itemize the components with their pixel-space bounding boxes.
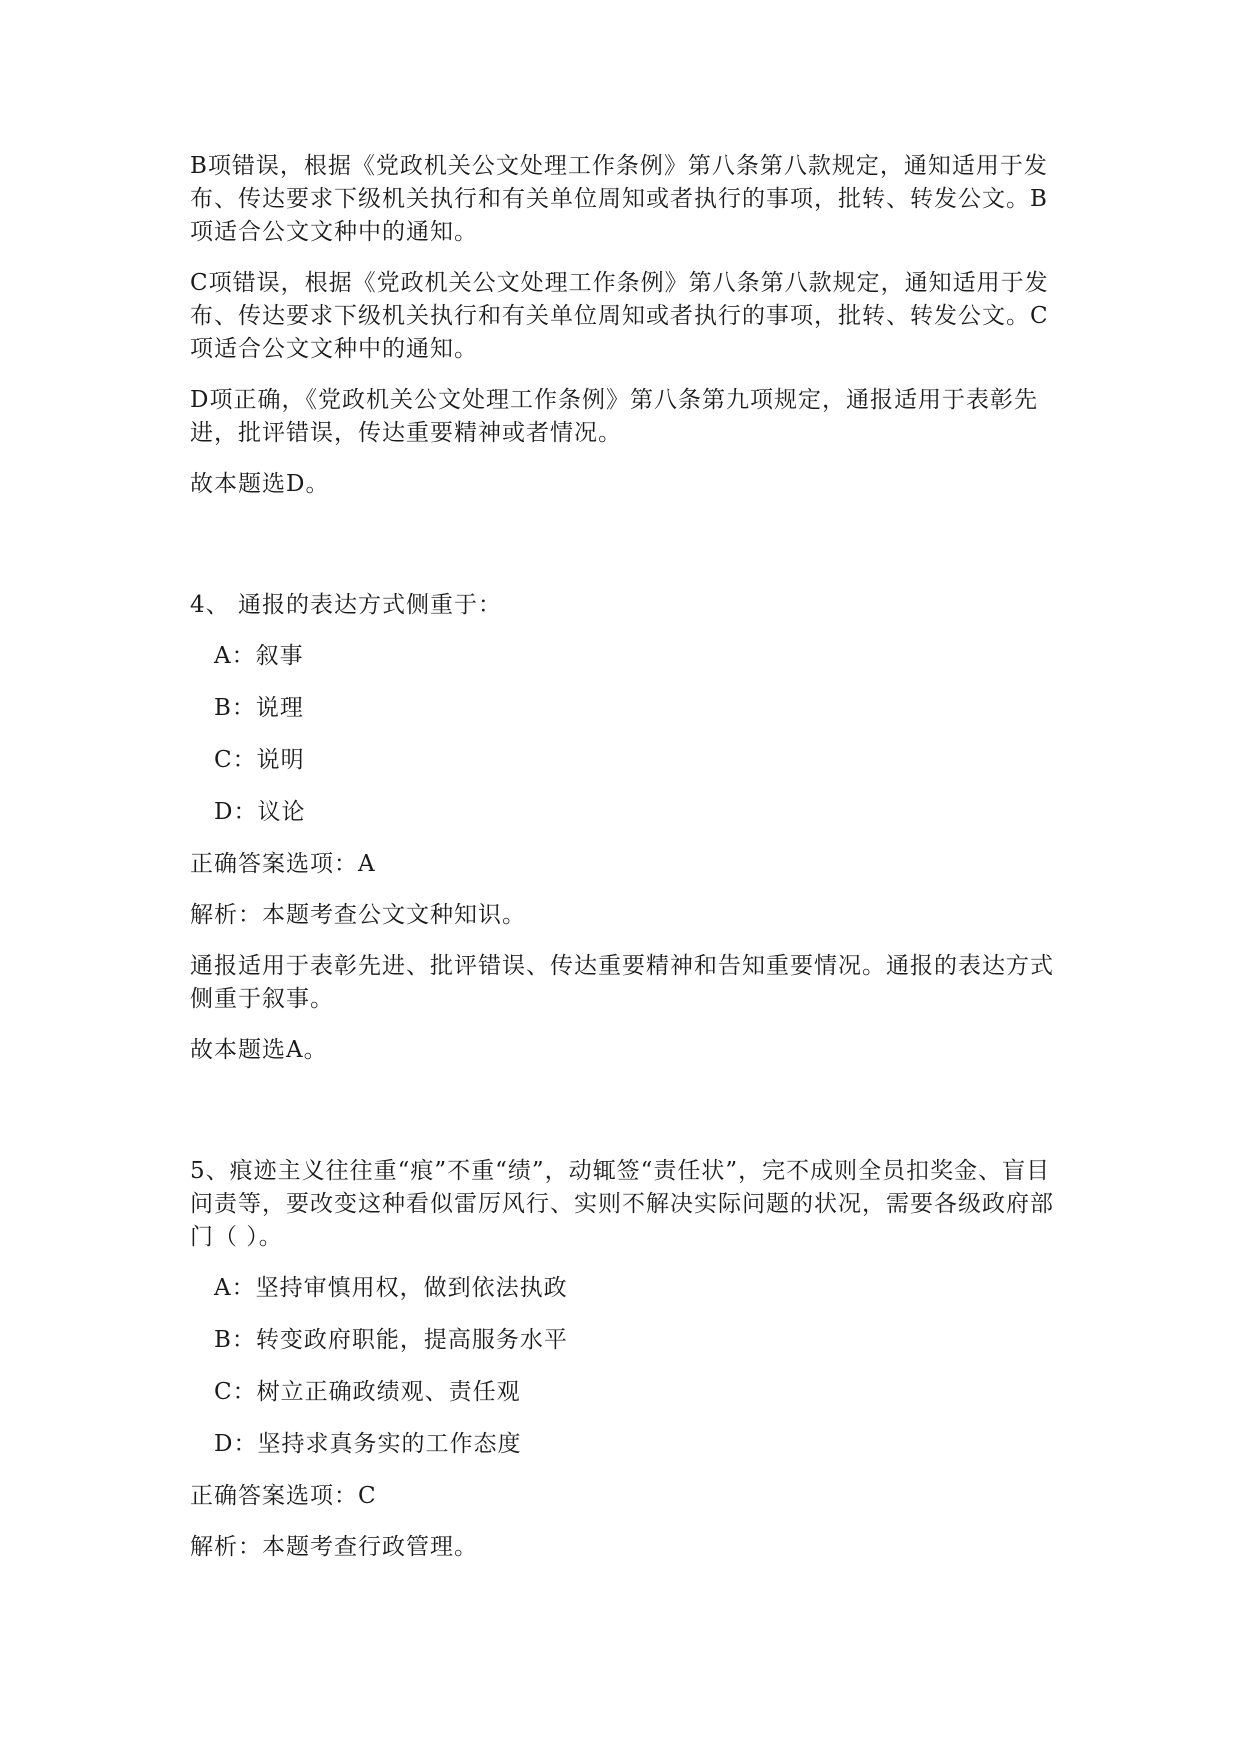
question-4-answer: 正确答案选项：A [190,851,376,877]
question-4-option-a: A：叙事 [214,643,304,669]
analysis-c-item: C项错误，根据《党政机关公文处理工作条例》第八条第八款规定，通知适用于发布、传达要求下级机关执行和有关单位周知或者执行的事项，批转、转发公文。C项适合公文文种中的通知。 [190,270,1049,362]
question-4-conclusion: 故本题选A。 [190,1037,328,1063]
question-4-option-c: C：说明 [214,747,305,773]
document-page [190,150,1060,1582]
question-5-option-a: A：坚持审慎用权，做到依法执政 [214,1275,568,1301]
question-5-answer: 正确答案选项：C [190,1483,377,1509]
analysis-d-item: D项正确，《党政机关公文处理工作条例》第八条第九项规定，通报适用于表彰先进，批评错误，传达重要精神或者情况。 [190,387,1038,446]
analysis-b-item: B项错误，根据《党政机关公文处理工作条例》第八条第八款规定，通知适用于发布、传达要求下级机关执行和有关单位周知或者执行的事项，批转、转发公文。B项适合公文文种中的通知。 [190,153,1048,245]
section-gap [190,1085,1060,1155]
question-5-option-d: D：坚持求真务实的工作态度 [214,1431,522,1457]
question-4-stem: 4、 通报的表达方式侧重于： [190,592,502,618]
question-4-analysis-title: 解析：本题考查公文文种知识。 [190,902,526,928]
question-4-option-d: D：议论 [214,799,306,825]
question-4-analysis-body: 通报适用于表彰先进、批评错误、传达重要精神和告知重要情况。通报的表达方式侧重于叙事。 [190,953,1054,1012]
question-4-option-b: B：说理 [214,695,304,721]
section-gap [190,519,1060,589]
question-5-option-c: C：树立正确政绩观、责任观 [214,1379,521,1405]
analysis-conclusion: 故本题选D。 [190,471,330,497]
question-5-analysis-title: 解析：本题考查行政管理。 [190,1534,478,1560]
question-5-option-b: B：转变政府职能，提高服务水平 [214,1327,568,1353]
question-5-stem: 5、痕迹主义往往重“痕”不重“绩”，动辄签“责任状”，完不成则全员扣奖金、盲目问责等，要改变这种看似雷厉风行、实则不解决实际问题的状况，需要各级政府部门（ ）。 [190,1158,1054,1250]
